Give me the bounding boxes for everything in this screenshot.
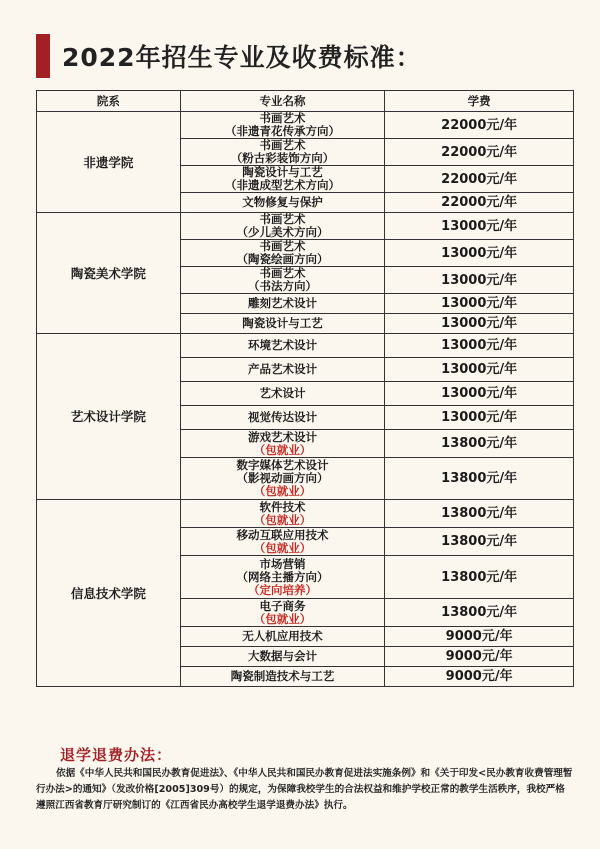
fee-cell: 22000元/年 xyxy=(385,139,574,166)
major-cell xyxy=(180,213,385,240)
employment-note: （包就业） xyxy=(253,611,312,626)
major-cell xyxy=(180,193,385,213)
fee-cell: 13800元/年 xyxy=(385,599,574,627)
header-department: 院系 xyxy=(37,91,181,112)
fee-cell: 13000元/年 xyxy=(385,213,574,240)
employment-note: （包就业） xyxy=(253,484,312,498)
major-name-line: （书法方向） xyxy=(248,279,317,293)
employment-note: （包就业） xyxy=(253,512,312,527)
table-row xyxy=(37,112,574,139)
major-name-line: 文物修复与保护 xyxy=(242,195,323,209)
major-cell xyxy=(180,139,385,166)
major-name-line: 移动互联应用技术 xyxy=(236,527,329,542)
fee-cell: 13000元/年 xyxy=(385,314,574,334)
fee-cell: 13000元/年 xyxy=(385,334,574,358)
department-cell: 艺术设计学院 xyxy=(37,334,181,500)
fee-cell: 22000元/年 xyxy=(385,193,574,213)
fee-cell: 22000元/年 xyxy=(385,166,574,193)
major-cell xyxy=(180,556,385,599)
major-name-line: 无人机应用技术 xyxy=(242,629,323,643)
major-cell xyxy=(180,430,385,458)
major-name-line: 艺术设计 xyxy=(259,386,306,400)
major-name-line: 陶瓷设计与工艺 xyxy=(242,165,323,179)
major-cell xyxy=(180,458,385,500)
employment-note: （包就业） xyxy=(253,442,312,457)
employment-note: （包就业） xyxy=(253,540,312,555)
major-name-line: 雕刻艺术设计 xyxy=(248,296,317,310)
title-accent-bar xyxy=(36,34,50,78)
fee-cell: 13800元/年 xyxy=(385,458,574,500)
major-name-line: （粉古彩装饰方向） xyxy=(230,151,335,165)
fee-cell: 13000元/年 xyxy=(385,406,574,430)
major-name-line: 陶瓷制造技术与工艺 xyxy=(230,669,335,683)
header-major: 专业名称 xyxy=(180,91,385,112)
major-cell xyxy=(180,267,385,294)
employment-note: （定向培养） xyxy=(248,582,317,597)
major-name-line: （陶瓷绘画方向） xyxy=(236,252,329,266)
table-row xyxy=(37,334,574,358)
fee-cell: 13800元/年 xyxy=(385,500,574,528)
major-name-line: 游戏艺术设计 xyxy=(248,429,317,444)
table-body xyxy=(37,112,574,687)
fee-cell: 13000元/年 xyxy=(385,240,574,267)
department-cell: 非遗学院 xyxy=(37,112,181,213)
major-name-line: 书画艺术 xyxy=(259,138,306,152)
refund-title: 退学退费办法： xyxy=(60,746,173,764)
page-title: 2022年招生专业及收费标准： xyxy=(62,43,422,72)
major-name-line: （非遗青花传承方向） xyxy=(225,124,340,138)
major-cell xyxy=(180,627,385,647)
table-header-row xyxy=(37,91,574,112)
major-name-line: 陶瓷设计与工艺 xyxy=(242,316,323,330)
major-cell xyxy=(180,358,385,382)
fee-table xyxy=(36,90,574,687)
major-cell xyxy=(180,334,385,358)
major-cell xyxy=(180,314,385,334)
major-name-line: 产品艺术设计 xyxy=(248,362,317,376)
major-name-line: 电子商务 xyxy=(259,598,306,613)
major-name-line: 软件技术 xyxy=(259,499,306,514)
major-cell xyxy=(180,599,385,627)
major-name-line: （影视动画方向） xyxy=(236,471,329,485)
fee-cell: 13000元/年 xyxy=(385,294,574,314)
major-cell xyxy=(180,294,385,314)
fee-cell: 13800元/年 xyxy=(385,556,574,599)
major-name-line: 视觉传达设计 xyxy=(248,410,317,424)
fee-cell: 13000元/年 xyxy=(385,358,574,382)
major-name-line: 市场营销 xyxy=(259,556,306,571)
major-name-line: 书画艺术 xyxy=(259,111,306,125)
major-name-line: 环境艺术设计 xyxy=(248,338,317,352)
major-name-line: 大数据与会计 xyxy=(248,649,317,663)
department-cell: 陶瓷美术学院 xyxy=(37,213,181,334)
major-name-line: 书画艺术 xyxy=(259,212,306,226)
major-name-line: 书画艺术 xyxy=(259,266,306,280)
major-name-line: 书画艺术 xyxy=(259,239,306,253)
major-name-line: 数字媒体艺术设计 xyxy=(236,458,329,472)
major-name-line: （非遗成型艺术方向） xyxy=(225,178,340,192)
fee-cell: 9000元/年 xyxy=(385,627,574,647)
department-cell: 信息技术学院 xyxy=(37,500,181,687)
fee-cell: 13000元/年 xyxy=(385,267,574,294)
major-name-line: （少儿美术方向） xyxy=(236,225,329,239)
major-cell xyxy=(180,406,385,430)
table-row xyxy=(37,213,574,240)
major-cell xyxy=(180,667,385,687)
fee-cell: 13000元/年 xyxy=(385,382,574,406)
header-fee: 学费 xyxy=(385,91,574,112)
major-cell xyxy=(180,500,385,528)
fee-cell: 13800元/年 xyxy=(385,430,574,458)
fee-cell: 9000元/年 xyxy=(385,647,574,667)
fee-cell: 13800元/年 xyxy=(385,528,574,556)
major-cell xyxy=(180,382,385,406)
refund-body: 依据《中华人民共和国民办教育促进法》、《中华人民共和国民办教育促进法实施条例》和《关于印发<民办教育收费管理暂行办法>的通知》（发改价格[2005]309号）的规定，为保障我校学生的合法权益和维护学校正常的教学生活秩序，我校严格遵照江西省教育厅研究制订的《江西省民办高校学生退学退费办法》执行。 xyxy=(36,768,573,811)
major-cell xyxy=(180,528,385,556)
major-cell xyxy=(180,240,385,267)
major-name-line: （网络主播方向） xyxy=(236,569,329,584)
fee-cell: 22000元/年 xyxy=(385,112,574,139)
major-cell xyxy=(180,112,385,139)
fee-cell: 9000元/年 xyxy=(385,667,574,687)
table-row xyxy=(37,500,574,528)
major-cell xyxy=(180,166,385,193)
major-cell xyxy=(180,647,385,667)
